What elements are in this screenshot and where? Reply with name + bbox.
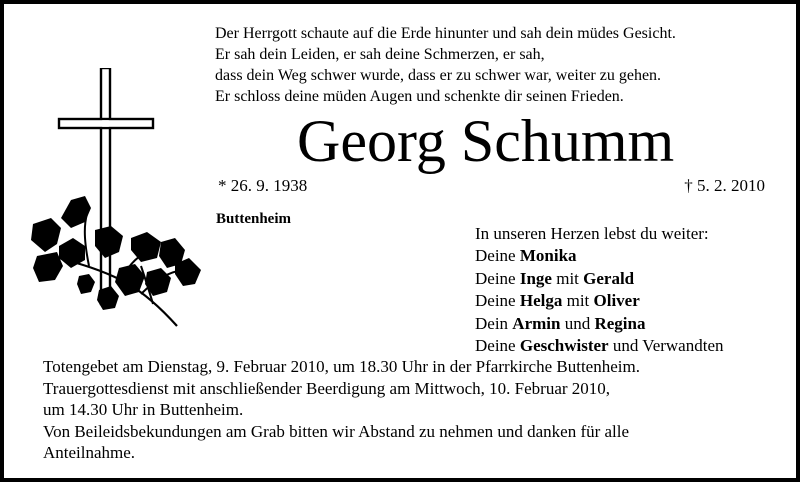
funeral-notice <box>43 356 788 464</box>
survivors-intro: In unseren Herzen lebst du weiter: <box>475 224 709 243</box>
survivor-name: Helga <box>519 291 563 311</box>
notice-line: Totengebet am Dienstag, 9. Februar 2010, um 18.30 Uhr in der Pfarrkirche Buttenheim. <box>43 357 640 376</box>
survivor-line: Deine Inge mit Gerald <box>475 268 635 288</box>
survivor-name: Oliver <box>593 291 640 311</box>
poem <box>215 23 785 107</box>
poem-line: Er schloss deine müden Augen und schenkte dir seinen Frieden. <box>215 88 624 105</box>
survivor-name: Gerald <box>583 268 635 288</box>
survivor-name: Geschwister <box>519 336 609 356</box>
birth-date: * 26. 9. 1938 <box>218 176 308 195</box>
survivor-name: Inge <box>519 268 552 288</box>
notice-line: Trauergottesdienst mit anschließender Beerdigung am Mittwoch, 10. Februar 2010, <box>43 378 611 398</box>
notice-line: um 14.30 Uhr in Buttenheim. <box>43 400 244 419</box>
hometown: Buttenheim <box>216 211 291 227</box>
survivors-list <box>475 223 795 357</box>
survivor-line: Deine Helga mit Oliver <box>475 291 640 311</box>
poem-line: dass dein Weg schwer wurde, dass er zu schwer war, weiter zu gehen. <box>215 67 662 84</box>
cross-with-ivy-icon <box>29 68 209 333</box>
deceased-name: Georg Schumm <box>297 108 675 174</box>
poem-line: Er sah dein Leiden, er sah deine Schmerzen, er sah, <box>215 46 545 63</box>
survivor-name: Regina <box>594 313 646 333</box>
survivor-line: Deine Monika <box>475 246 577 266</box>
survivor-line: Dein Armin und Regina <box>475 313 646 333</box>
survivor-name: Monika <box>519 246 577 266</box>
notice-line: Anteilnahme. <box>43 443 136 462</box>
poem-line: Der Herrgott schaute auf die Erde hinunter und sah dein müdes Gesicht. <box>215 25 676 42</box>
survivor-name: Armin <box>512 313 561 333</box>
survivor-line: Deine Geschwister und Verwandten <box>475 336 724 356</box>
notice-line: Von Beileidsbekundungen am Grab bitten wir Abstand zu nehmen und danken für alle <box>43 421 630 441</box>
death-date: † 5. 2. 2010 <box>684 176 765 195</box>
